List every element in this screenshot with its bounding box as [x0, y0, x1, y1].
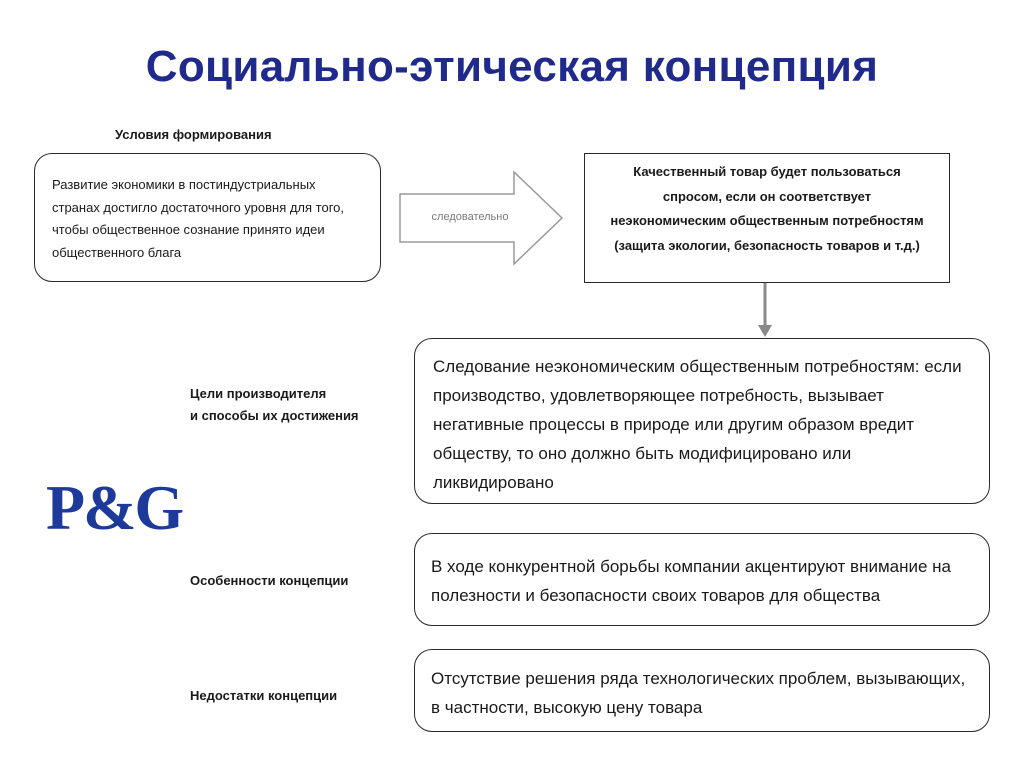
- page-title: Социально-этическая концепция: [145, 42, 879, 91]
- drawbacks-text: Отсутствие решения ряда технологических проблем, вызывающих, в частности, высокую цену товара: [431, 669, 966, 717]
- goals-label-line1: Цели производителя: [190, 386, 327, 401]
- down-arrow: [755, 283, 775, 339]
- conditions-box: [34, 153, 381, 282]
- features-label: Особенности концепции: [190, 573, 349, 588]
- features-box: [414, 533, 990, 626]
- goals-label: [190, 383, 359, 427]
- goals-box: [414, 338, 990, 504]
- arrow-label: следовательно: [431, 211, 509, 223]
- conditions-text: Развитие экономики в постиндустриальных странах достигло достаточного уровня для того, чтобы общественное сознание принято идеи общественного блага: [52, 177, 345, 260]
- drawbacks-box: [414, 649, 990, 732]
- result-box: [584, 153, 950, 283]
- features-text: В ходе конкурентной борьбы компании акцентируют внимание на полезности и безопасности своих товаров для общества: [431, 557, 951, 605]
- pg-logo: P&G: [46, 472, 183, 543]
- goals-label-line2: и способы их достижения: [190, 408, 359, 423]
- result-text: Качественный товар будет пользоваться спросом, если он соответствует неэкономическим общественным потребностям (защита экологии, безопасность товаров и т.д.): [610, 164, 924, 253]
- down-arrow-head: [758, 325, 772, 337]
- drawbacks-label: Недостатки концепции: [190, 688, 338, 703]
- conditions-label: Условия формирования: [115, 127, 272, 142]
- goals-text: Следование неэкономическим общественным потребностям: если производство, удовлетворяющее потребность, вызывает негативные процессы в природе или другим образом вредит обществу, то оно должно быть модифицировано или ликвидировано: [433, 357, 962, 492]
